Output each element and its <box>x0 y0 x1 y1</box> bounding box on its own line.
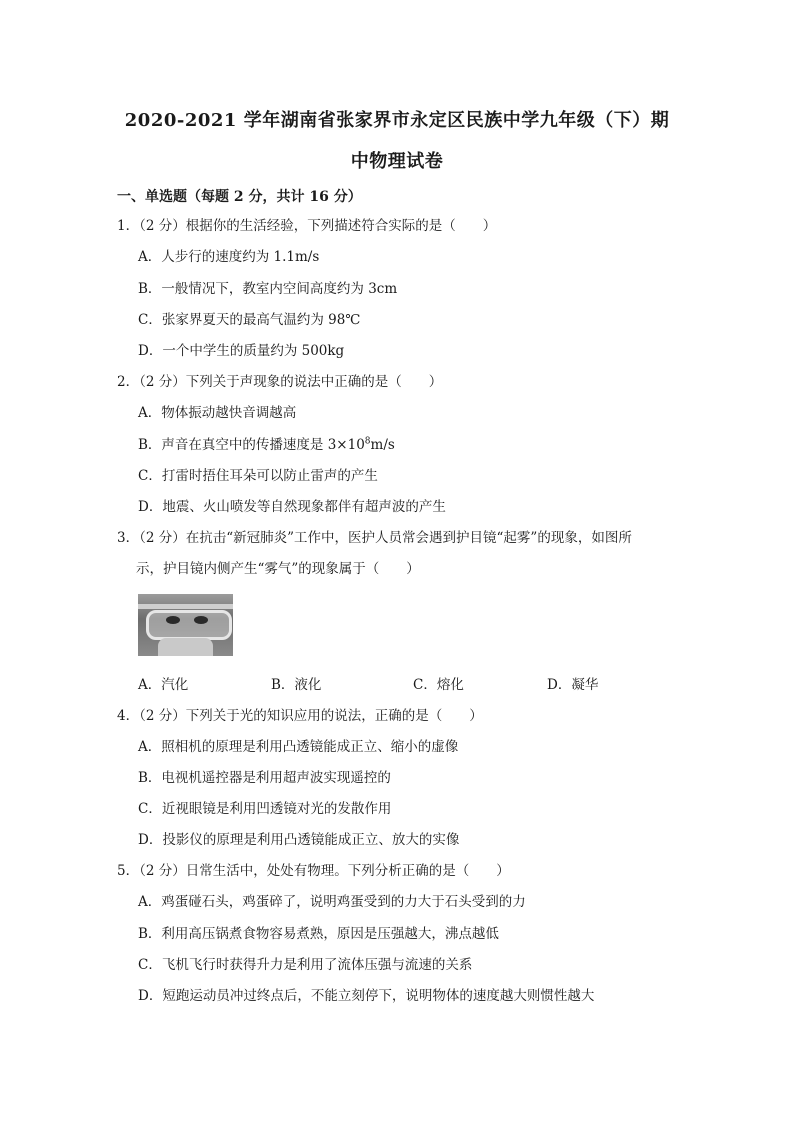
question-3-option-d: D．凝华 <box>547 677 599 693</box>
question-2-option-d: D．地震、火山喷发等自然现象都伴有超声波的产生 <box>138 499 446 515</box>
question-5-stem: 5．（2 分）日常生活中，处处有物理。下列分析正确的是（ ） <box>117 863 510 879</box>
section-heading: 一、单选题（每题 2 分，共计 16 分） <box>117 189 362 205</box>
question-4-option-b: B．电视机遥控器是利用超声波实现遥控的 <box>138 770 391 786</box>
question-2-option-a: A．物体振动越快音调越高 <box>138 405 297 421</box>
question-1-option-a: A．人步行的速度约为 1.1m/s <box>138 249 320 265</box>
goggles-fog-photo <box>138 594 233 656</box>
question-1-option-b: B．一般情况下，教室内空间高度约为 3cm <box>138 281 398 297</box>
question-2-option-b <box>138 436 395 454</box>
photo-left-eye <box>166 616 180 624</box>
question-2-stem: 2．（2 分）下列关于声现象的说法中正确的是（ ） <box>117 374 443 390</box>
photo-mask <box>158 638 213 656</box>
question-4-option-a: A．照相机的原理是利用凸透镜能成正立、缩小的虚像 <box>138 739 459 755</box>
question-5-option-a: A．鸡蛋碰石头，鸡蛋碎了，说明鸡蛋受到的力大于石头受到的力 <box>138 894 526 910</box>
question-3-stem-line2: 示，护目镜内侧产生“雾气”的现象属于（ ） <box>136 561 420 577</box>
photo-strap <box>138 604 233 609</box>
option-b-text: B．声音在真空中的传播速度是 3×10 <box>138 437 365 453</box>
exam-title-line1: 2020-2021 学年湖南省张家界市永定区民族中学九年级（下）期 <box>124 110 670 131</box>
question-4-option-d: D．投影仪的原理是利用凸透镜能成正立、放大的实像 <box>138 832 460 848</box>
question-5-option-d: D．短跑运动员冲过终点后，不能立刻停下，说明物体的速度越大则惯性越大 <box>138 988 595 1004</box>
question-4-option-c: C．近视眼镜是利用凹透镜对光的发散作用 <box>138 801 392 817</box>
exam-title-line2: 中物理试卷 <box>350 151 444 172</box>
question-1-option-d: D．一个中学生的质量约为 500kg <box>138 343 345 359</box>
question-5-option-c: C．飞机飞行时获得升力是利用了流体压强与流速的关系 <box>138 957 473 973</box>
photo-goggle <box>146 610 232 640</box>
unit: m/s <box>370 437 395 453</box>
exponent: 8 <box>364 436 371 447</box>
question-1-option-c: C．张家界夏天的最高气温约为 98℃ <box>138 312 361 328</box>
question-5-option-b: B．利用高压锅煮食物容易煮熟，原因是压强越大，沸点越低 <box>138 926 499 942</box>
question-2-option-c: C．打雷时捂住耳朵可以防止雷声的产生 <box>138 468 378 484</box>
question-4-stem: 4．（2 分）下列关于光的知识应用的说法，正确的是（ ） <box>117 708 483 724</box>
question-3-stem-line1: 3．（2 分）在抗击“新冠肺炎”工作中，医护人员常会遇到护目镜“起雾”的现象，如图所 <box>117 530 632 546</box>
question-1-stem: 1．（2 分）根据你的生活经验，下列描述符合实际的是（ ） <box>117 218 497 234</box>
question-3-option-a: A．汽化 <box>138 677 189 693</box>
question-3-option-b: B．液化 <box>271 677 322 693</box>
photo-right-eye <box>194 616 208 624</box>
question-3-option-c: C．熔化 <box>413 677 464 693</box>
